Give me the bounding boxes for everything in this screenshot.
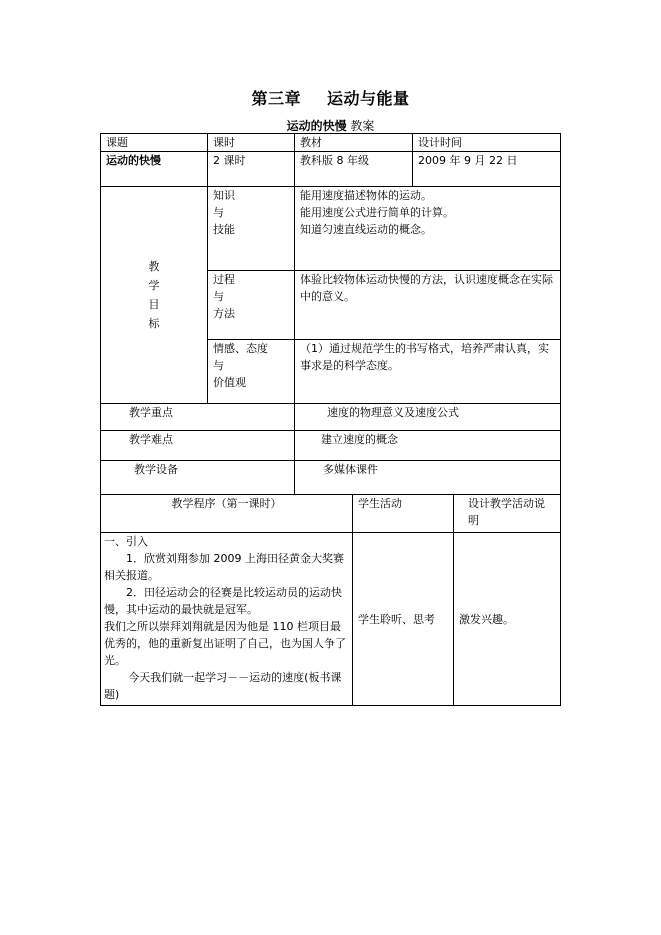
difficulty-value: 建立速度的概念 [295, 431, 561, 461]
emotion-text: （1）通过规范学生的书写格式，培养严肃认真，实事求是的科学态度。 [295, 340, 561, 404]
info-row [101, 152, 561, 187]
time-value: 2009 年 9 月 22 日 [413, 152, 561, 187]
intro-item-1: 1．欣赏刘翔参加 2009 上海田径黄金大奖赛相关报道。 [104, 552, 344, 582]
intro-item-2: 2．田径运动会的径赛是比较运动员的运动快慢，其中运动的最快就是冠军。 [104, 586, 342, 616]
goal-knowledge-row [101, 187, 561, 271]
difficulty-label: 教学难点 [101, 431, 295, 461]
section-title: 一、引入 [104, 535, 148, 548]
chapter-name: 运动与能量 [327, 89, 410, 108]
process-label: 过程 与 方法 [208, 271, 295, 340]
hours-value: 2 课时 [208, 152, 295, 187]
intro-today: 今天我们就一起学习－－运动的速度(板书课题) [104, 671, 342, 701]
procedure-intro-row [101, 533, 561, 706]
topic-value: 运动的快慢 [101, 152, 208, 187]
lesson-info-table [100, 133, 561, 495]
intro-paragraph: 我们之所以崇拜刘翔就是因为他是 110 栏项目最优秀的，他的重新复出证明了自己，也为国人争了光。 [104, 620, 346, 667]
knowledge-text: 能用速度描述物体的运动。 能用速度公式进行简单的计算。 知道匀速直线运动的概念。 [295, 187, 561, 271]
header-hours: 课时 [208, 134, 295, 152]
equipment-label: 教学设备 [101, 461, 295, 495]
goals-label: 教 学 目 标 [101, 187, 208, 404]
procedure-header-row [101, 495, 561, 533]
design-note: 激发兴趣。 [454, 533, 561, 706]
procedure-content [101, 533, 353, 706]
equipment-value: 多媒体课件 [295, 461, 561, 495]
key-point-label: 教学重点 [101, 404, 295, 431]
process-text: 体验比较物体运动快慢的方法，认识速度概念在实际中的意义。 [295, 271, 561, 340]
knowledge-label: 知识 与 技能 [208, 187, 295, 271]
chapter-number: 第三章 [251, 89, 301, 108]
header-row [101, 134, 561, 152]
header-time: 设计时间 [413, 134, 561, 152]
header-topic: 课题 [101, 134, 208, 152]
emotion-label: 情感、态度 与 价值观 [208, 340, 295, 404]
lesson-name: 运动的快慢 [286, 119, 347, 133]
lesson-title [0, 117, 661, 134]
procedure-table [100, 494, 561, 706]
textbook-value: 教科版 8 年级 [295, 152, 413, 187]
procedure-header-design: 设计教学活动说明 [454, 495, 561, 533]
key-point-row [101, 404, 561, 431]
header-textbook: 教材 [295, 134, 413, 152]
procedure-header-program: 教学程序（第一课时） [101, 495, 353, 533]
lesson-type: 教案 [350, 119, 375, 133]
chapter-title [0, 86, 661, 109]
key-point-value: 速度的物理意义及速度公式 [295, 404, 561, 431]
student-activity: 学生聆听、思考 [353, 533, 454, 706]
procedure-header-student: 学生活动 [353, 495, 454, 533]
difficulty-row [101, 431, 561, 461]
equipment-row [101, 461, 561, 495]
